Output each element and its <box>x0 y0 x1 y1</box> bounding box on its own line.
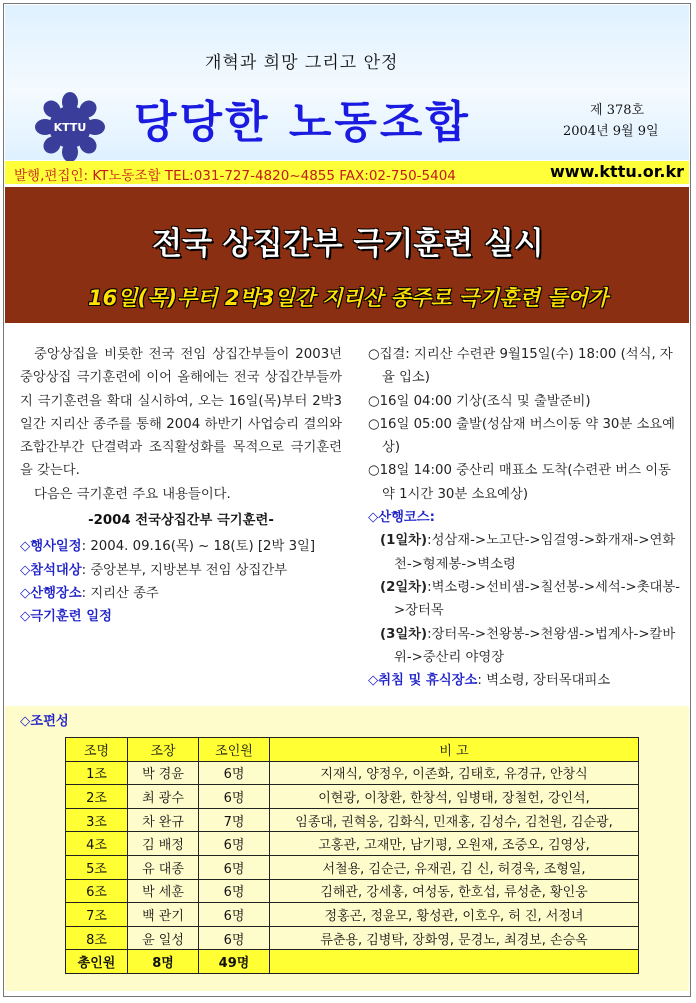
course-day-2: (2일차):벽소령->선비샘->칠선봉->세석->촛대봉->장터목 <box>380 579 680 619</box>
website-link[interactable]: www.kttu.or.kr <box>550 162 685 181</box>
team-size: 6명 <box>199 761 270 785</box>
team-leader: 차 완규 <box>128 808 199 832</box>
col-header: 조명 <box>66 738 128 762</box>
team-members: 서철용, 김순근, 유재권, 김 신, 허경욱, 조형일, <box>270 855 639 879</box>
table-row <box>66 926 639 950</box>
schedule-item: ○18일 14:00 중산리 매표소 도착(수련관 버스 이동 약 1시간 30분 소요예상) <box>368 463 671 502</box>
team-size: 6명 <box>199 879 270 903</box>
total-label: 총인원 <box>66 950 128 974</box>
course-day-3: (3일차):장터목->천왕봉->천왕샘->법계사->칼바위->중산리 야영장 <box>380 626 676 665</box>
diamond-icon: ◇ <box>20 585 31 601</box>
item-participants <box>20 559 342 582</box>
team-size: 6명 <box>199 903 270 927</box>
team-members: 지재식, 양정우, 이존화, 김태호, 유경규, 안창식 <box>270 761 639 785</box>
team-members: 김해관, 강세홍, 여성동, 한호섭, 류성춘, 황인웅 <box>270 879 639 903</box>
diamond-icon: ◇ <box>20 539 31 555</box>
item-text: : 중앙본부, 지방본부 전임 상집간부 <box>81 562 288 578</box>
team-size: 6명 <box>199 926 270 950</box>
item-text: : 지리산 종주 <box>81 585 159 601</box>
diamond-icon: ◇ <box>368 510 379 526</box>
team-name: 5조 <box>66 855 128 879</box>
section-title: -2004 전국상집간부 극기훈련- <box>88 513 274 529</box>
team-name: 4조 <box>66 832 128 856</box>
schedule-item: ○16일 05:00 출발(성삼재 버스이동 약 30분 소요예상) <box>368 416 675 456</box>
intro-paragraph: 중앙상집을 비롯한 전국 전임 상집간부들이 2003년 중앙상집 극기훈련에 이어 올해에는 전국 상집간부들까지 극기훈련을 확대 실시하여, 오는 16일(목)부터 2박3일간 지리산 종주를 통해 2004 하반기 사업승리 결의와 조합간부간 단결력과 조직활성화를 목적으로 극기훈련을 갖는다. <box>20 347 342 479</box>
publisher-info: 발행,편집인: KT노동조합 TEL:031-727-4820~4855 FAX:02-750-5404 <box>14 168 456 184</box>
total-notes <box>270 950 639 974</box>
slogan: 개혁과 희망 그리고 안정 <box>205 53 399 73</box>
item-text: : 2004. 09.16(목) ~ 18(토) [2박 3일] <box>81 539 316 555</box>
team-members: 임종대, 권혁웅, 김화식, 민재홍, 김성수, 김천원, 김순광, <box>270 808 639 832</box>
item-label: 극기훈련 일정 <box>30 609 112 625</box>
team-name: 1조 <box>66 761 128 785</box>
item-training-schedule <box>20 605 342 628</box>
table-row <box>66 879 639 903</box>
team-leader: 백 관기 <box>128 903 199 927</box>
lodging-info: ◇취침 및 휴식장소: 벽소령, 장터목대피소 <box>368 673 611 689</box>
col-header: 조장 <box>128 738 199 762</box>
team-members: 정홍곤, 정윤모, 황성관, 이호우, 허 진, 서정녀 <box>270 903 639 927</box>
team-size: 7명 <box>199 808 270 832</box>
course-day-1: (1일차):성삼재->노고단->임걸영->화개재->연화천->형제봉->벽소령 <box>380 533 676 572</box>
team-section-title: ◇조편성 <box>20 714 69 729</box>
team-leader: 유 대종 <box>128 855 199 879</box>
team-members: 류춘용, 김병탁, 장화영, 문경노, 최경보, 손승옥 <box>270 926 639 950</box>
kttu-logo <box>34 91 106 163</box>
subheadline: 16일(목)부터 2박3일간 지리산 종주로 극기훈련 들어가 <box>88 286 608 310</box>
team-size: 6명 <box>199 855 270 879</box>
team-leader: 김 배정 <box>128 832 199 856</box>
item-label: 참석대상 <box>30 562 82 578</box>
schedule-item: ○집결: 지리산 수련관 9월15일(수) 18:00 (석식, 자율 입소) <box>368 347 673 386</box>
team-name: 6조 <box>66 879 128 903</box>
table-row <box>66 832 639 856</box>
table-total-row <box>66 950 639 974</box>
team-name: 3조 <box>66 808 128 832</box>
team-size: 6명 <box>199 832 270 856</box>
item-label: 산행장소 <box>30 585 82 601</box>
diamond-icon: ◇ <box>20 714 31 729</box>
item-label: 행사일정 <box>30 539 82 555</box>
right-column <box>368 343 683 692</box>
table-header-row <box>66 738 639 762</box>
newsletter-title: 당당한 노동조합 <box>134 97 471 148</box>
item-event-date <box>20 535 342 558</box>
issue-date: 2004년 9월 9일 <box>563 124 659 139</box>
table-row <box>66 808 639 832</box>
team-name: 8조 <box>66 926 128 950</box>
table-row <box>66 855 639 879</box>
left-column <box>20 343 342 629</box>
course-heading: ◇산행코스: <box>368 510 435 526</box>
team-table <box>65 737 639 974</box>
team-members: 고홍관, 고재만, 남기평, 오원재, 조중오, 김영상, <box>270 832 639 856</box>
total-members: 49명 <box>199 950 270 974</box>
team-name: 7조 <box>66 903 128 927</box>
headline: 전국 상집간부 극기훈련 실시 <box>152 226 544 262</box>
team-leader: 윤 일성 <box>128 926 199 950</box>
schedule-item: ○16일 04:00 기상(조식 및 출발준비) <box>368 393 591 409</box>
team-leader: 박 경윤 <box>128 761 199 785</box>
diamond-icon: ◇ <box>20 609 31 625</box>
diamond-icon: ◇ <box>368 673 379 689</box>
team-size: 6명 <box>199 785 270 809</box>
logo-text: KTTU <box>53 121 87 134</box>
col-header: 조인원 <box>199 738 270 762</box>
total-teams: 8명 <box>128 950 199 974</box>
table-row <box>66 761 639 785</box>
team-leader: 박 세훈 <box>128 879 199 903</box>
team-leader: 최 광수 <box>128 785 199 809</box>
intro-followup: 다음은 극기훈련 주요 내용들이다. <box>34 486 231 502</box>
team-members: 이현광, 이창환, 한창석, 임병태, 장철헌, 강인석, <box>270 785 639 809</box>
table-row <box>66 903 639 927</box>
diamond-icon: ◇ <box>20 562 31 578</box>
table-row <box>66 785 639 809</box>
team-name: 2조 <box>66 785 128 809</box>
col-header: 비 고 <box>270 738 639 762</box>
issue-number: 제 378호 <box>590 103 645 118</box>
item-location <box>20 582 342 605</box>
